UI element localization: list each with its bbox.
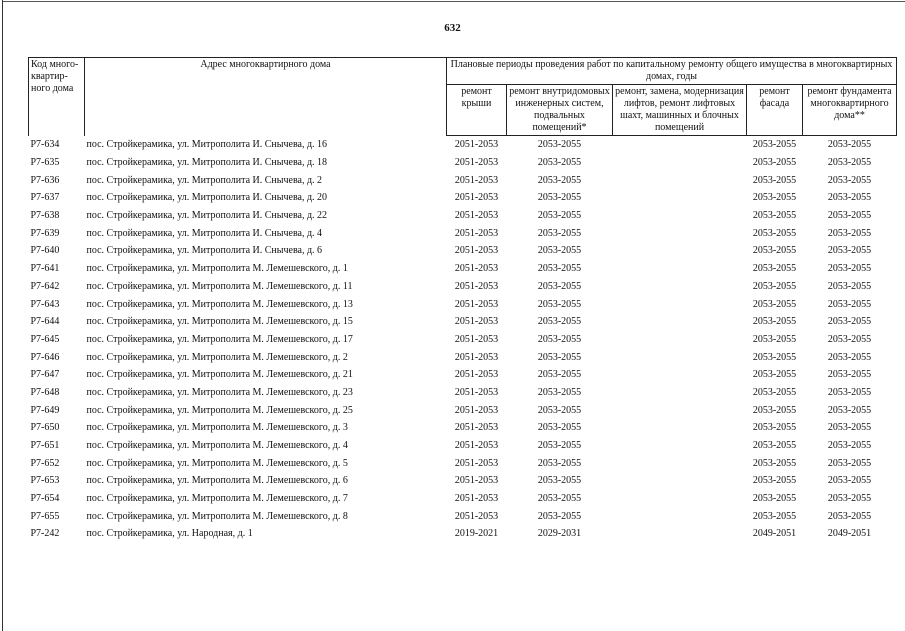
cell-address: пос. Стройкерамика, ул. Митрополита М. Лемешевского, д. 17	[86, 333, 353, 345]
page-border-top	[2, 1, 905, 2]
cell-lifts	[613, 490, 747, 508]
cell-foundation: 2053-2055	[827, 404, 872, 416]
cell-address: пос. Стройкерамика, ул. Митрополита М. Лемешевского, д. 11	[86, 280, 353, 292]
cell-systems: 2053-2055	[537, 174, 582, 186]
cell-foundation: 2053-2055	[827, 139, 872, 151]
cell-lifts	[613, 189, 747, 207]
cell-code: Р7-635	[30, 157, 60, 169]
cell-code: Р7-654	[30, 493, 60, 505]
cell-roof: 2051-2053	[454, 351, 499, 363]
table-row	[29, 437, 897, 455]
cell-facade: 2053-2055	[752, 139, 797, 151]
table-row	[29, 401, 897, 419]
cell-lifts	[613, 331, 747, 349]
cell-facade: 2053-2055	[752, 245, 797, 257]
cell-systems: 2053-2055	[537, 263, 582, 275]
cell-lifts	[613, 525, 747, 543]
header-lifts: ремонт, замена, модернизация лифтов, ремонт лифтовых шахт, машинных и блочных помещений	[613, 85, 747, 136]
cell-code: Р7-645	[30, 333, 60, 345]
cell-systems: 2053-2055	[537, 227, 582, 239]
cell-foundation: 2053-2055	[827, 475, 872, 487]
cell-foundation: 2049-2051	[827, 528, 872, 540]
header-address: Адрес многоквартирного дома	[85, 58, 447, 136]
cell-lifts	[613, 260, 747, 278]
cell-systems: 2053-2055	[537, 475, 582, 487]
cell-address: пос. Стройкерамика, ул. Митрополита И. Снычева, д. 16	[86, 139, 328, 151]
page-number: 632	[444, 22, 461, 34]
cell-foundation: 2053-2055	[827, 351, 872, 363]
cell-roof: 2051-2053	[454, 404, 499, 416]
cell-foundation: 2053-2055	[827, 245, 872, 257]
cell-foundation: 2053-2055	[827, 227, 872, 239]
cell-code: Р7-637	[30, 192, 60, 204]
table-row	[29, 189, 897, 207]
cell-systems: 2053-2055	[537, 440, 582, 452]
cell-facade: 2053-2055	[752, 298, 797, 310]
cell-address: пос. Стройкерамика, ул. Митрополита И. Снычева, д. 4	[86, 227, 323, 239]
cell-code: Р7-644	[30, 316, 60, 328]
header-facade: ремонт фасада	[747, 85, 803, 136]
cell-address: пос. Стройкерамика, ул. Митрополита М. Лемешевского, д. 3	[86, 422, 348, 434]
cell-code: Р7-639	[30, 227, 60, 239]
cell-roof: 2051-2053	[454, 139, 499, 151]
cell-lifts	[613, 224, 747, 242]
cell-roof: 2051-2053	[454, 316, 499, 328]
cell-code: Р7-242	[30, 528, 60, 540]
header-roof: ремонт крыши	[447, 85, 507, 136]
cell-address: пос. Стройкерамика, ул. Митрополита И. Снычева, д. 20	[86, 192, 328, 204]
cell-systems: 2053-2055	[537, 510, 582, 522]
table-row	[29, 525, 897, 543]
cell-address: пос. Стройкерамика, ул. Митрополита И. Снычева, д. 18	[86, 157, 328, 169]
cell-lifts	[613, 507, 747, 525]
table-row	[29, 278, 897, 296]
cell-lifts	[613, 171, 747, 189]
cell-foundation: 2053-2055	[827, 457, 872, 469]
cell-address: пос. Стройкерамика, ул. Митрополита М. Лемешевского, д. 15	[86, 316, 353, 328]
table-row	[29, 384, 897, 402]
cell-roof: 2051-2053	[454, 245, 499, 257]
cell-lifts	[613, 437, 747, 455]
cell-systems: 2053-2055	[537, 422, 582, 434]
cell-facade: 2053-2055	[752, 493, 797, 505]
cell-lifts	[613, 207, 747, 225]
cell-code: Р7-638	[30, 210, 60, 222]
cell-roof: 2051-2053	[454, 157, 499, 169]
cell-facade: 2053-2055	[752, 386, 797, 398]
cell-foundation: 2053-2055	[827, 210, 872, 222]
cell-facade: 2053-2055	[752, 210, 797, 222]
cell-roof: 2051-2053	[454, 386, 499, 398]
cell-address: пос. Стройкерамика, ул. Митрополита М. Лемешевского, д. 7	[86, 493, 348, 505]
table-row	[29, 490, 897, 508]
table-row	[29, 419, 897, 437]
cell-roof: 2051-2053	[454, 192, 499, 204]
page-border-left	[2, 0, 3, 631]
cell-foundation: 2053-2055	[827, 333, 872, 345]
cell-facade: 2053-2055	[752, 440, 797, 452]
cell-foundation: 2053-2055	[827, 263, 872, 275]
cell-address: пос. Стройкерамика, ул. Народная, д. 1	[86, 528, 253, 540]
cell-foundation: 2053-2055	[827, 316, 872, 328]
cell-lifts	[613, 278, 747, 296]
cell-facade: 2049-2051	[752, 528, 797, 540]
cell-roof: 2051-2053	[454, 440, 499, 452]
cell-foundation: 2053-2055	[827, 369, 872, 381]
cell-foundation: 2053-2055	[827, 440, 872, 452]
table-row	[29, 366, 897, 384]
cell-lifts	[613, 348, 747, 366]
cell-lifts	[613, 401, 747, 419]
table-row	[29, 331, 897, 349]
table-row	[29, 171, 897, 189]
cell-lifts	[613, 242, 747, 260]
cell-code: Р7-655	[30, 510, 60, 522]
table-row	[29, 454, 897, 472]
cell-foundation: 2053-2055	[827, 157, 872, 169]
cell-address: пос. Стройкерамика, ул. Митрополита М. Лемешевского, д. 8	[86, 510, 348, 522]
cell-lifts	[613, 154, 747, 172]
cell-roof: 2051-2053	[454, 333, 499, 345]
cell-code: Р7-641	[30, 263, 60, 275]
table-row	[29, 472, 897, 490]
cell-address: пос. Стройкерамика, ул. Митрополита М. Лемешевского, д. 13	[86, 298, 353, 310]
table-row	[29, 242, 897, 260]
header-foundation: ремонт фундамента многоквартирного дома**	[803, 85, 897, 136]
cell-facade: 2053-2055	[752, 192, 797, 204]
cell-address: пос. Стройкерамика, ул. Митрополита И. Снычева, д. 22	[86, 210, 328, 222]
cell-code: Р7-636	[30, 174, 60, 186]
cell-code: Р7-648	[30, 386, 60, 398]
cell-foundation: 2053-2055	[827, 422, 872, 434]
cell-code: Р7-650	[30, 422, 60, 434]
cell-systems: 2053-2055	[537, 192, 582, 204]
cell-code: Р7-634	[30, 139, 60, 151]
cell-systems: 2053-2055	[537, 351, 582, 363]
cell-foundation: 2053-2055	[827, 298, 872, 310]
table-row	[29, 136, 897, 154]
cell-facade: 2053-2055	[752, 316, 797, 328]
cell-code: Р7-649	[30, 404, 60, 416]
cell-lifts	[613, 472, 747, 490]
cell-roof: 2051-2053	[454, 210, 499, 222]
cell-facade: 2053-2055	[752, 333, 797, 345]
cell-systems: 2053-2055	[537, 280, 582, 292]
cell-systems: 2053-2055	[537, 369, 582, 381]
cell-systems: 2053-2055	[537, 139, 582, 151]
cell-foundation: 2053-2055	[827, 510, 872, 522]
cell-address: пос. Стройкерамика, ул. Митрополита И. Снычева, д. 6	[86, 245, 323, 257]
cell-lifts	[613, 366, 747, 384]
cell-facade: 2053-2055	[752, 404, 797, 416]
cell-foundation: 2053-2055	[827, 174, 872, 186]
cell-roof: 2051-2053	[454, 298, 499, 310]
header-systems: ремонт внутридомовых инженерных систем, подвальных помещений*	[507, 85, 613, 136]
cell-systems: 2053-2055	[537, 493, 582, 505]
cell-code: Р7-646	[30, 351, 60, 363]
table-row	[29, 295, 897, 313]
cell-systems: 2053-2055	[537, 316, 582, 328]
cell-facade: 2053-2055	[752, 174, 797, 186]
cell-address: пос. Стройкерамика, ул. Митрополита М. Лемешевского, д. 5	[86, 457, 348, 469]
cell-code: Р7-643	[30, 298, 60, 310]
cell-roof: 2051-2053	[454, 422, 499, 434]
table-row	[29, 207, 897, 225]
cell-systems: 2053-2055	[537, 210, 582, 222]
cell-code: Р7-651	[30, 440, 60, 452]
cell-roof: 2051-2053	[454, 227, 499, 239]
cell-roof: 2051-2053	[454, 280, 499, 292]
cell-facade: 2053-2055	[752, 263, 797, 275]
capital-repair-table	[28, 57, 897, 543]
cell-address: пос. Стройкерамика, ул. Митрополита М. Лемешевского, д. 21	[86, 369, 353, 381]
table-row	[29, 507, 897, 525]
cell-lifts	[613, 295, 747, 313]
cell-roof: 2019-2021	[454, 528, 499, 540]
cell-roof: 2051-2053	[454, 457, 499, 469]
table-row	[29, 348, 897, 366]
cell-systems: 2029-2031	[537, 528, 582, 540]
cell-facade: 2053-2055	[752, 510, 797, 522]
cell-address: пос. Стройкерамика, ул. Митрополита М. Лемешевского, д. 2	[86, 351, 348, 363]
cell-address: пос. Стройкерамика, ул. Митрополита И. Снычева, д. 2	[86, 174, 323, 186]
cell-lifts	[613, 454, 747, 472]
cell-facade: 2053-2055	[752, 351, 797, 363]
header-code: Код много-квартир-ного дома	[29, 58, 85, 136]
cell-address: пос. Стройкерамика, ул. Митрополита М. Лемешевского, д. 23	[86, 386, 353, 398]
cell-address: пос. Стройкерамика, ул. Митрополита М. Лемешевского, д. 1	[86, 263, 348, 275]
cell-lifts	[613, 136, 747, 154]
cell-facade: 2053-2055	[752, 422, 797, 434]
table-row	[29, 224, 897, 242]
cell-facade: 2053-2055	[752, 475, 797, 487]
cell-systems: 2053-2055	[537, 157, 582, 169]
cell-foundation: 2053-2055	[827, 280, 872, 292]
cell-code: Р7-652	[30, 457, 60, 469]
cell-roof: 2051-2053	[454, 174, 499, 186]
cell-systems: 2053-2055	[537, 386, 582, 398]
cell-code: Р7-647	[30, 369, 60, 381]
cell-foundation: 2053-2055	[827, 386, 872, 398]
cell-foundation: 2053-2055	[827, 192, 872, 204]
cell-address: пос. Стройкерамика, ул. Митрополита М. Лемешевского, д. 25	[86, 404, 353, 416]
table-row	[29, 260, 897, 278]
cell-systems: 2053-2055	[537, 333, 582, 345]
cell-roof: 2051-2053	[454, 263, 499, 275]
cell-lifts	[613, 419, 747, 437]
cell-code: Р7-653	[30, 475, 60, 487]
cell-address: пос. Стройкерамика, ул. Митрополита М. Лемешевского, д. 6	[86, 475, 348, 487]
cell-code: Р7-642	[30, 280, 60, 292]
header-periods: Плановые периоды проведения работ по капитальному ремонту общего имущества в многоквартирных домах, годы	[447, 58, 897, 85]
cell-roof: 2051-2053	[454, 493, 499, 505]
cell-systems: 2053-2055	[537, 404, 582, 416]
cell-systems: 2053-2055	[537, 457, 582, 469]
cell-systems: 2053-2055	[537, 245, 582, 257]
cell-roof: 2051-2053	[454, 369, 499, 381]
cell-facade: 2053-2055	[752, 457, 797, 469]
table-row	[29, 154, 897, 172]
cell-facade: 2053-2055	[752, 157, 797, 169]
cell-lifts	[613, 313, 747, 331]
cell-roof: 2051-2053	[454, 475, 499, 487]
cell-code: Р7-640	[30, 245, 60, 257]
cell-roof: 2051-2053	[454, 510, 499, 522]
table-row	[29, 313, 897, 331]
cell-facade: 2053-2055	[752, 280, 797, 292]
cell-facade: 2053-2055	[752, 369, 797, 381]
cell-systems: 2053-2055	[537, 298, 582, 310]
table-body	[29, 136, 897, 543]
cell-foundation: 2053-2055	[827, 493, 872, 505]
cell-facade: 2053-2055	[752, 227, 797, 239]
cell-lifts	[613, 384, 747, 402]
cell-address: пос. Стройкерамика, ул. Митрополита М. Лемешевского, д. 4	[86, 440, 348, 452]
